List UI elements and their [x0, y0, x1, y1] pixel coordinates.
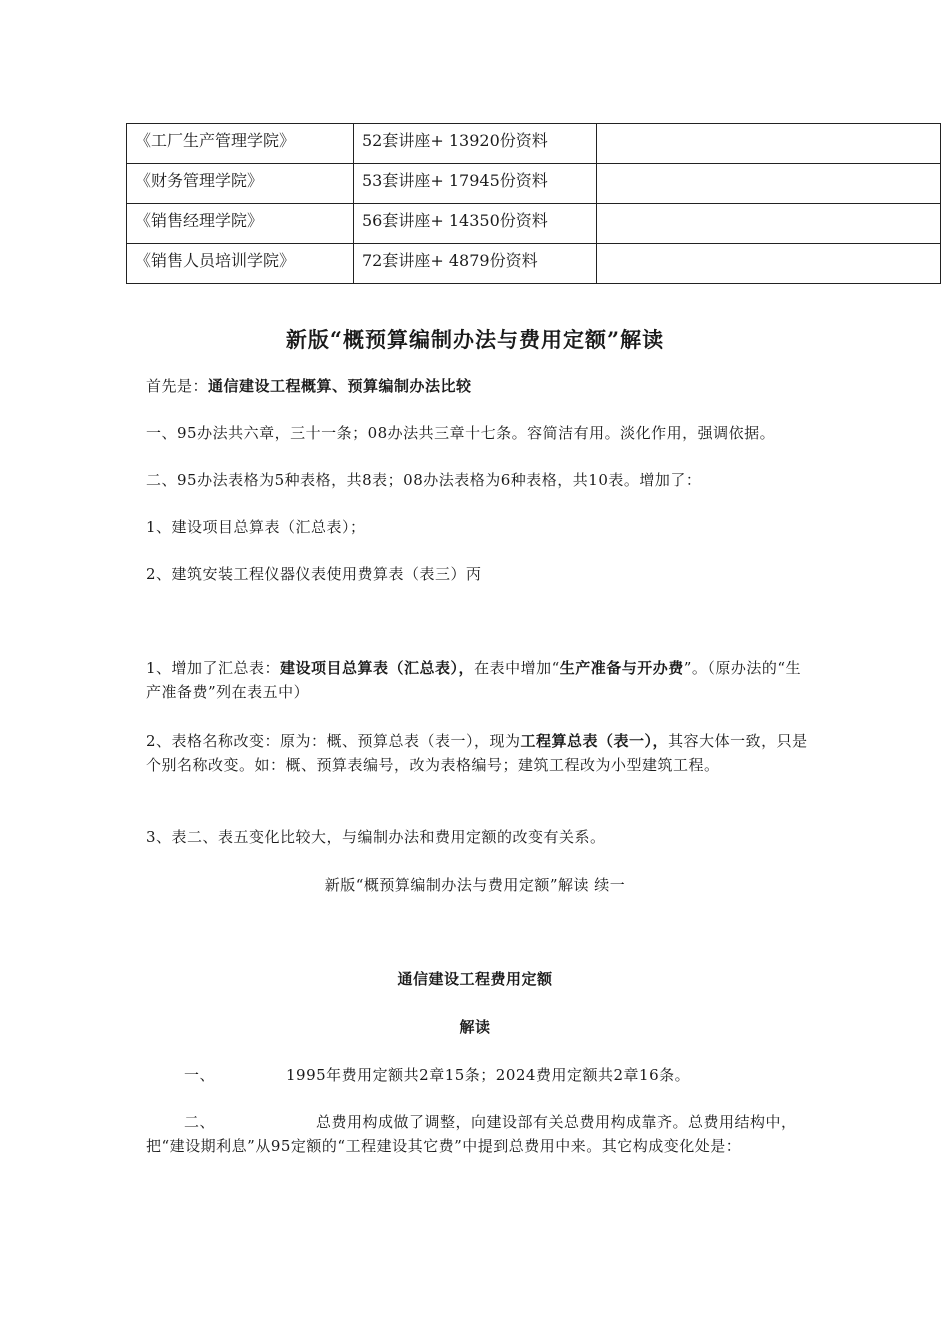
- intro-heading: 通信建设工程概算、预算编制办法比较: [208, 377, 472, 395]
- course-content: 56套讲座+ 14350份资料: [354, 204, 597, 244]
- paragraph-6: [146, 729, 811, 777]
- course-note: [597, 164, 941, 204]
- p5-text: ”。（原办法的“生产准备费”列在表五中）: [146, 659, 802, 701]
- course-note: [597, 124, 941, 164]
- p6-bold: 工程算总表（表一），: [520, 732, 669, 750]
- item-label: 一、: [184, 1066, 216, 1084]
- table-row: [127, 164, 941, 204]
- paragraph-4: 2、建筑安装工程仪器仪表使用费算表（表三）丙: [146, 565, 482, 583]
- course-name: 《销售经理学院》: [127, 204, 354, 244]
- subtitle-continued: 新版“概预算编制办法与费用定额”解读 续一: [324, 876, 626, 894]
- course-table: [126, 123, 941, 284]
- course-content: 72套讲座+ 4879份资料: [354, 244, 597, 284]
- section-subheading: 解读: [459, 1018, 491, 1036]
- course-note: [597, 244, 941, 284]
- p5-bold: 建设项目总算表（汇总表），: [280, 659, 475, 677]
- course-name: 《工厂生产管理学院》: [127, 124, 354, 164]
- p6-text: 其容大体一致，只是个别名称改变。如：概、预算表编号，改为表格编号；建筑工程改为小型建筑工程。: [146, 732, 808, 774]
- p5-text: 1、增加了汇总表：: [146, 659, 281, 677]
- course-content: 52套讲座+ 13920份资料: [354, 124, 597, 164]
- paragraph-7: 3、表二、表五变化比较大，与编制办法和费用定额的改变有关系。: [146, 828, 606, 846]
- p5-text: 在表中增加“: [474, 659, 560, 677]
- course-name: 《销售人员培训学院》: [127, 244, 354, 284]
- item-2: [146, 1110, 811, 1158]
- paragraph-5: [146, 656, 811, 704]
- document-title: 新版“概预算编制办法与费用定额”解读: [285, 327, 665, 352]
- p6-text: 2、表格名称改变：原为：概、预算总表（表一），现为: [146, 732, 521, 750]
- table-row: [127, 124, 941, 164]
- section-heading: 通信建设工程费用定额: [397, 970, 553, 988]
- paragraph-1: 一、95办法共六章，三十一条；08办法共三章十七条。容简洁有用。淡化作用，强调依据。: [146, 424, 776, 442]
- item-label: 二、: [184, 1113, 216, 1131]
- item-text: 总费用构成做了调整，向建设部有关总费用构成靠齐。总费用结构中，把“建设期利息”从95定额的“工程建设其它费”中提到总费用中来。其它构成变化处是：: [146, 1113, 797, 1155]
- item-1: [146, 1063, 811, 1087]
- course-content: 53套讲座+ 17945份资料: [354, 164, 597, 204]
- paragraph-2: 二、95办法表格为5种表格，共8表；08办法表格为6种表格，共10表。增加了：: [146, 471, 702, 489]
- paragraph-3: 1、建设项目总算表（汇总表）；: [146, 518, 366, 536]
- course-note: [597, 204, 941, 244]
- intro-prefix: 首先是：: [146, 377, 209, 395]
- intro-paragraph: [146, 374, 811, 398]
- p5-bold: 生产准备与开办费: [559, 659, 684, 677]
- table-row: [127, 204, 941, 244]
- course-name: 《财务管理学院》: [127, 164, 354, 204]
- table-row: [127, 244, 941, 284]
- item-text: 1995年费用定额共2章15条；2024费用定额共2章16条。: [286, 1066, 691, 1084]
